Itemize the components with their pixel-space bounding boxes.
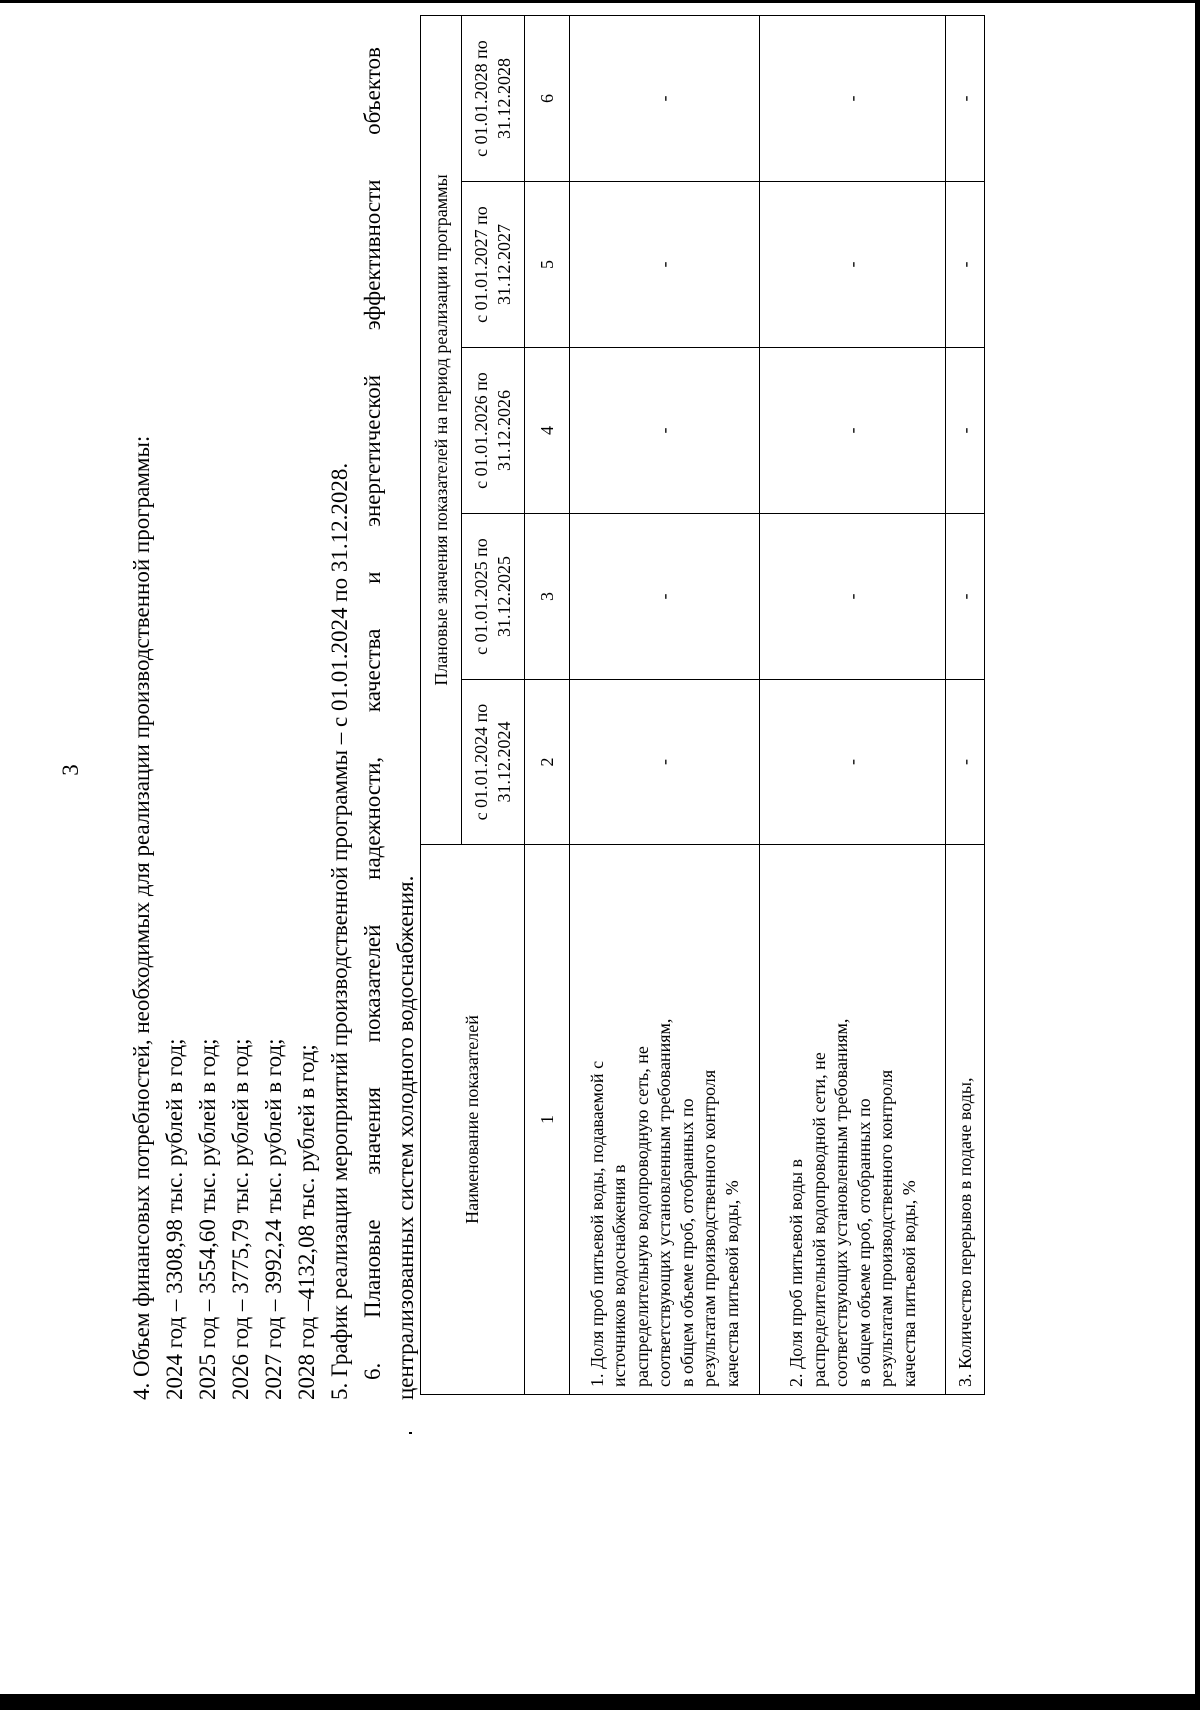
indicator-value: - bbox=[946, 514, 985, 680]
indicator-value: - bbox=[946, 680, 985, 845]
indicator-name-line: соответствующих установленным требованиям, bbox=[654, 1018, 675, 1387]
planned-values-paragraph-continuation: централизованных систем холодного водоснабжения. bbox=[393, 875, 418, 1400]
year-2027-amount: 2027 год – 3992,24 тыс. рублей в год; bbox=[261, 1038, 286, 1400]
indicator-name-line: качества питьевой воды, % bbox=[721, 1180, 742, 1387]
indicator-name-line: распределительной водопроводной сети, не bbox=[808, 1052, 829, 1387]
indicator-name bbox=[760, 845, 946, 1395]
para6-word: энергетической bbox=[360, 374, 385, 527]
para6-word: показателей bbox=[360, 924, 385, 1043]
column-number: 1 bbox=[525, 845, 570, 1395]
indicator-name-line: результатам производственного контроля bbox=[699, 1069, 720, 1387]
period-2027-header: с 01.01.2027 по 31.12.2027 bbox=[462, 182, 525, 348]
indicator-value: - bbox=[570, 16, 760, 182]
column-number: 6 bbox=[525, 16, 570, 182]
indicator-value: - bbox=[570, 348, 760, 514]
indicator-name bbox=[570, 845, 760, 1395]
indicator-value: - bbox=[946, 348, 985, 514]
para6-word: 6. bbox=[360, 1362, 385, 1380]
indicator-name-line: качества питьевой воды, % bbox=[898, 1180, 919, 1387]
indicator-name-line: источников водоснабжения в bbox=[609, 1164, 630, 1387]
period-2028-header: с 01.01.2028 по 31.12.2028 bbox=[462, 16, 525, 182]
column-number: 2 bbox=[525, 680, 570, 845]
indicator-value: - bbox=[570, 182, 760, 348]
indicator-value: - bbox=[946, 182, 985, 348]
period-2024-header: с 01.01.2024 по 31.12.2024 bbox=[462, 680, 525, 845]
indicator-value: - bbox=[760, 514, 946, 680]
indicator-value: - bbox=[570, 680, 760, 845]
indicator-name-line: результатам производственного контроля bbox=[876, 1069, 896, 1387]
indicator-value: - bbox=[760, 182, 946, 348]
indicator-name bbox=[946, 845, 985, 1395]
indicator-name-line: 1. Доля проб питьевой воды, подаваемой с bbox=[586, 1060, 607, 1387]
indicator-value: - bbox=[760, 16, 946, 182]
year-2024-amount: 2024 год – 3308,98 тыс. рублей в год; bbox=[162, 1038, 187, 1400]
period-2025-header: с 01.01.2025 по 31.12.2025 bbox=[462, 514, 525, 680]
table-row bbox=[760, 16, 946, 1395]
indicator-value: - bbox=[946, 16, 985, 182]
indicator-name-line: в общем объеме проб, отобранных по bbox=[676, 1098, 697, 1387]
column-number: 4 bbox=[525, 348, 570, 514]
para6-word: эффективности bbox=[360, 179, 385, 331]
schedule-paragraph: 5. График реализации мероприятий производственной программы – с 01.01.2024 по 31.12.2028. bbox=[327, 462, 352, 1400]
indicator-name-line: соответствующих установленным требованиям, bbox=[831, 1018, 851, 1387]
planned-values-header: Плановые значения показателей на период реализации программы bbox=[421, 16, 462, 845]
indicators-table bbox=[420, 15, 985, 1395]
indicator-name-line: распределительную водопроводную сеть, не bbox=[631, 1046, 652, 1387]
indicator-name-header: Наименование показателей bbox=[421, 845, 525, 1395]
para6-word: качества bbox=[360, 628, 385, 713]
table-row bbox=[570, 16, 760, 1395]
indicator-value: - bbox=[760, 680, 946, 845]
indicator-name-line: в общем объеме проб, отобранных по bbox=[853, 1098, 874, 1387]
indicator-name-line: 2. Доля проб питьевой воды в bbox=[786, 1158, 806, 1387]
year-2026-amount: 2026 год – 3775,79 тыс. рублей в год; bbox=[228, 1038, 253, 1400]
period-2026-header: с 01.01.2026 по 31.12.2026 bbox=[462, 348, 525, 514]
column-number: 5 bbox=[525, 182, 570, 348]
financial-needs-heading: 4. Объем финансовых потребностей, необходимых для реализации производственной программы: bbox=[129, 435, 154, 1400]
para6-word: объектов bbox=[360, 47, 385, 135]
table-row bbox=[946, 16, 985, 1395]
indicator-value: - bbox=[570, 514, 760, 680]
column-number: 3 bbox=[525, 514, 570, 680]
para6-word: значения bbox=[360, 1087, 385, 1175]
year-2025-amount: 2025 год – 3554,60 тыс. рублей в год; bbox=[195, 1038, 220, 1400]
indicator-name-line: 3. Количество перерывов в подаче воды, bbox=[954, 1077, 975, 1387]
para6-word: надежности, bbox=[360, 756, 385, 880]
page-number: 3 bbox=[58, 764, 83, 776]
para6-word: и bbox=[360, 571, 385, 584]
para6-word: Плановые bbox=[360, 1219, 385, 1319]
column-number-row bbox=[525, 16, 570, 1395]
indicator-value: - bbox=[760, 348, 946, 514]
planned-values-paragraph bbox=[358, 47, 388, 1380]
year-2028-amount: 2028 год –4132,08 тыс. рублей в год; bbox=[294, 1044, 319, 1400]
